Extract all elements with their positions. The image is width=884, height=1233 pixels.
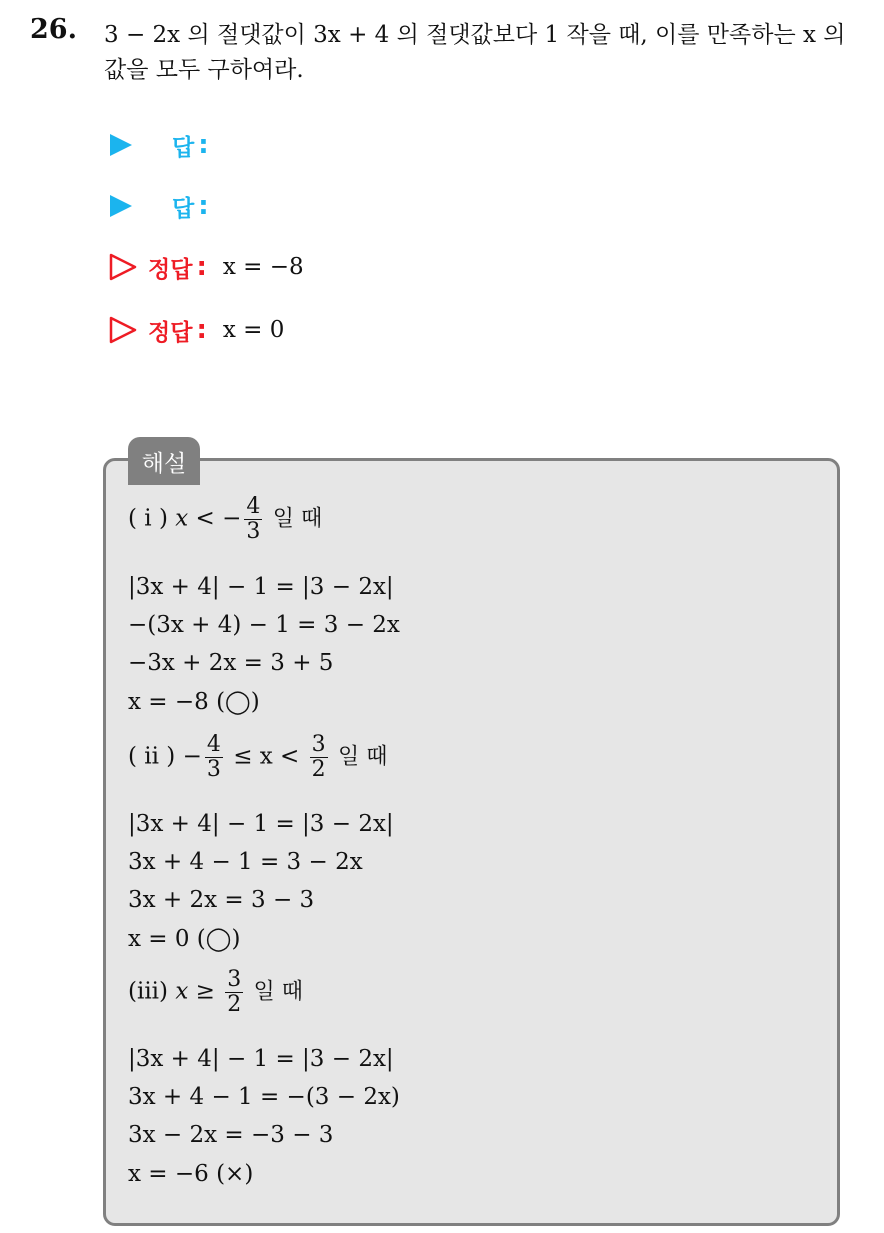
answer-colon: : bbox=[198, 191, 209, 221]
case-1-line-4: x = −8 (◯) bbox=[128, 689, 260, 715]
case-1-fraction: $\frac{4}{3}$ bbox=[246, 494, 261, 544]
case-2-mid: ≤ x < bbox=[233, 743, 300, 770]
case-3-line-2: 3x + 4 − 1 = −(3 − 2x) bbox=[128, 1084, 400, 1110]
correct-value: x = −8 bbox=[222, 254, 304, 280]
case-3-rel: ≥ bbox=[195, 978, 215, 1005]
case-3-fraction: $\frac{3}{2}$ bbox=[227, 967, 242, 1017]
case-3-line-3: 3x − 2x = −3 − 3 bbox=[128, 1122, 334, 1148]
case-2-suffix: 일 때 bbox=[337, 744, 388, 770]
outline-arrow-icon bbox=[108, 315, 138, 345]
correct-answer-row-2 bbox=[108, 310, 284, 350]
correct-colon: : bbox=[196, 315, 207, 345]
answer-colon: : bbox=[198, 130, 209, 160]
solution-tab: 해설 bbox=[128, 437, 200, 485]
correct-label: 정답 bbox=[148, 256, 193, 283]
case-2-fraction-2: $\frac{3}{2}$ bbox=[311, 732, 326, 782]
case-3-heading bbox=[128, 968, 303, 1017]
case-2-lead: − bbox=[182, 743, 202, 770]
case-2-line-2: 3x + 4 − 1 = 3 − 2x bbox=[128, 849, 363, 875]
answer-blank-row-2[interactable] bbox=[108, 186, 209, 226]
case-1-prefix: ( i ) bbox=[128, 505, 168, 532]
case-3-line-4: x = −6 (×) bbox=[128, 1161, 254, 1187]
case-1-var: x bbox=[175, 505, 189, 532]
correct-answer-row-1 bbox=[108, 247, 304, 287]
correct-value: x = 0 bbox=[222, 317, 285, 343]
case-1-line-2: −(3x + 4) − 1 = 3 − 2x bbox=[128, 612, 400, 638]
case-3-line-1: |3x + 4| − 1 = |3 − 2x| bbox=[128, 1046, 394, 1072]
correct-colon: : bbox=[196, 252, 207, 282]
case-2-line-1: |3x + 4| − 1 = |3 − 2x| bbox=[128, 811, 394, 837]
case-1-heading bbox=[128, 495, 322, 544]
case-2-line-3: 3x + 2x = 3 − 3 bbox=[128, 887, 315, 913]
answer-label: 답 bbox=[172, 134, 195, 161]
case-1-rel: < − bbox=[195, 505, 242, 532]
answer-blank-row-1[interactable] bbox=[108, 125, 209, 165]
question-number: 26. bbox=[30, 14, 77, 45]
case-1-line-3: −3x + 2x = 3 + 5 bbox=[128, 650, 334, 676]
case-2-heading bbox=[128, 733, 387, 782]
answer-label: 답 bbox=[172, 195, 195, 222]
case-2-prefix: ( ii ) bbox=[128, 743, 176, 770]
case-3-var: x bbox=[175, 978, 189, 1005]
question-text: 3 − 2x 의 절댓값이 3x + 4 의 절댓값보다 1 작을 때, 이를 만족하는 x 의 값을 모두 구하여라. bbox=[104, 22, 846, 83]
case-3-prefix: (iii) bbox=[128, 978, 169, 1005]
outline-arrow-icon bbox=[108, 252, 138, 282]
case-3-suffix: 일 때 bbox=[253, 979, 304, 1005]
case-2-line-4: x = 0 (◯) bbox=[128, 926, 241, 952]
case-1-line-1: |3x + 4| − 1 = |3 − 2x| bbox=[128, 574, 394, 600]
case-1-suffix: 일 때 bbox=[272, 506, 323, 532]
correct-label: 정답 bbox=[148, 319, 193, 346]
case-2-fraction-1: $\frac{4}{3}$ bbox=[206, 732, 221, 782]
play-arrow-icon bbox=[108, 193, 134, 219]
play-arrow-icon bbox=[108, 132, 134, 158]
